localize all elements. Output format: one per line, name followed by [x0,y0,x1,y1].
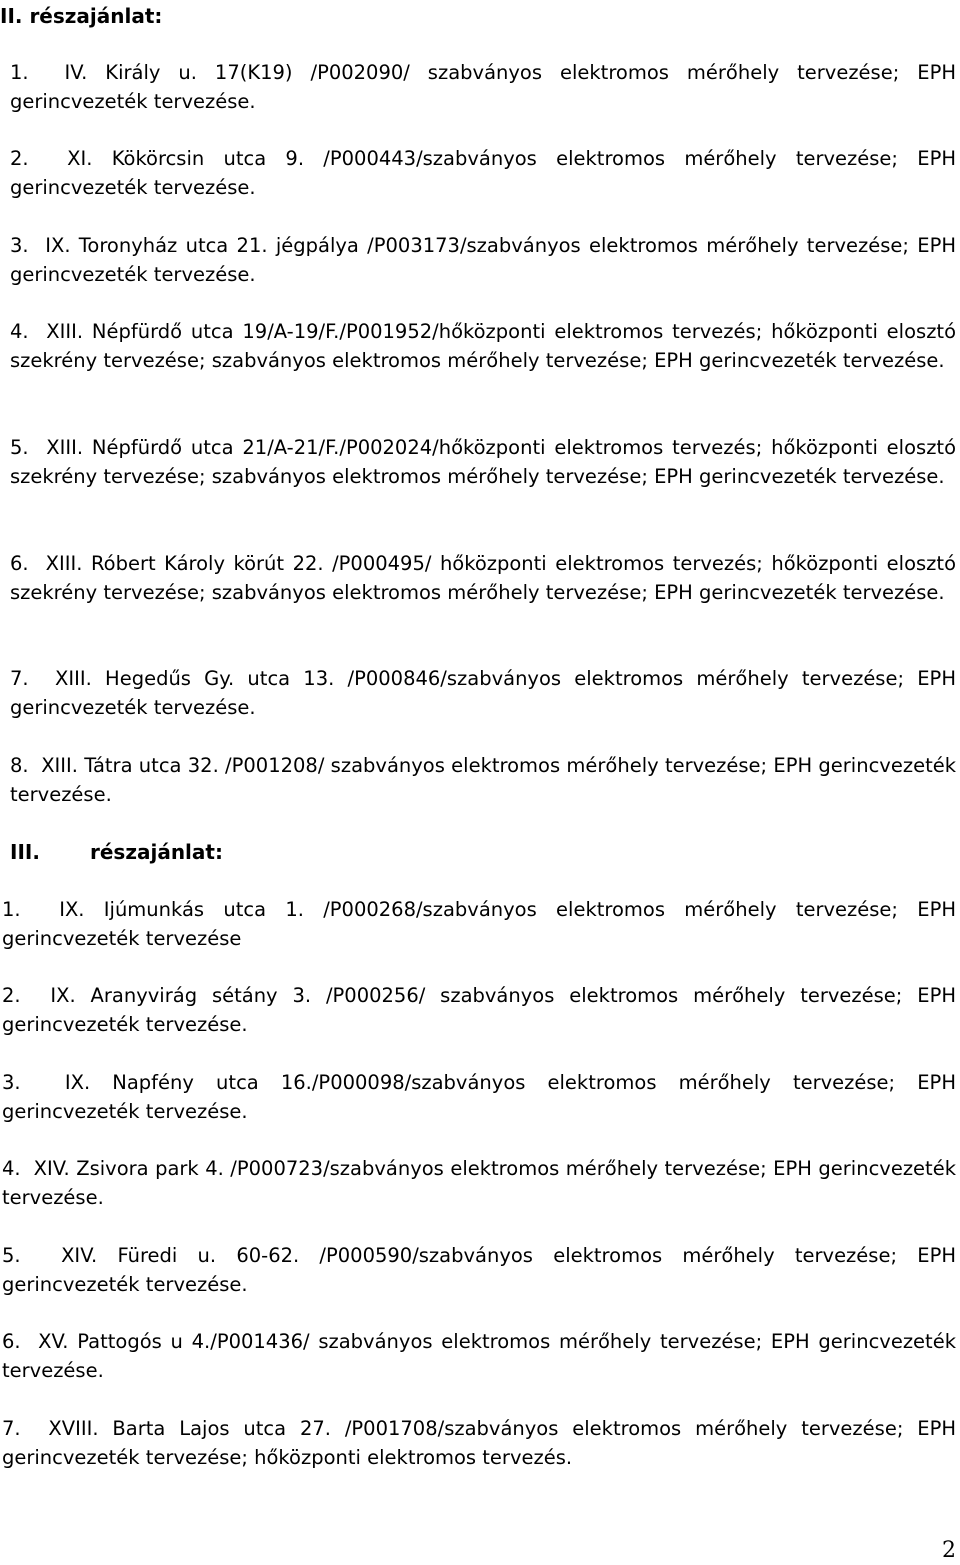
list-item: 6. XV. Pattogós u 4./P001436/ szabványos elektromos mérőhely tervezése; EPH gerincvezeték tervezése. [2,1330,956,1382]
list-item: 5. XIII. Népfürdő utca 21/A-21/F./P002024/hőközponti elektromos tervezés; hőközponti elosztó szekrény tervezése; szabványos elektromos mérőhely tervezése; EPH gerincvezeték tervezése. [10,436,957,488]
list-item: 1. IV. Király u. 17(K19) /P002090/ szabványos elektromos mérőhely tervezése; EPH gerincvezeték tervezése. [10,61,956,113]
list-item: 7. XIII. Hegedűs Gy. utca 13. /P000846/szabványos elektromos mérőhely tervezése; EPH gerincvezeték tervezése. [10,667,956,719]
list-item: 3. IX. Toronyház utca 21. jégpálya /P003173/szabványos elektromos mérőhely tervezése; EPH gerincvezeték tervezése. [10,234,956,286]
list-item: 8. XIII. Tátra utca 32. /P001208/ szabványos elektromos mérőhely tervezése; EPH gerincvezeték tervezése. [10,754,957,806]
page-number: 2 [942,1538,956,1563]
list-item: 3. IX. Napfény utca 16./P000098/szabványos elektromos mérőhely tervezése; EPH gerincvezeték tervezése. [2,1071,956,1123]
list-item: 1. IX. Ijúmunkás utca 1. /P000268/szabványos elektromos mérőhely tervezése; EPH gerincvezeték tervezése [2,898,956,950]
list-item: 2. IX. Aranyvirág sétány 3. /P000256/ szabványos elektromos mérőhely tervezése; EPH gerincvezeték tervezése. [2,984,956,1036]
list-item: 4. XIV. Zsivora park 4. /P000723/szabványos elektromos mérőhely tervezése; EPH gerincvezeték tervezése. [2,1157,956,1209]
list-item: 2. XI. Kökörcsin utca 9. /P000443/szabványos elektromos mérőhely tervezése; EPH gerincvezeték tervezése. [10,147,956,199]
list-item: 6. XIII. Róbert Károly körút 22. /P000495/ hőközponti elektromos tervezés; hőközponti elosztó szekrény tervezése; szabványos elektromos mérőhely tervezése; EPH gerincvezeték tervezése. [10,552,956,604]
list-item: 4. XIII. Népfürdő utca 19/A-19/F./P001952/hőközponti elektromos tervezés; hőközponti elosztó szekrény tervezése; szabványos elektromos mérőhely tervezése; EPH gerincvezeték tervezése. [10,320,957,372]
list-item: 7. XVIII. Barta Lajos utca 27. /P001708/szabványos elektromos mérőhely tervezése; EPH gerincvezeték tervezése; hőközponti elektromos tervezés. [2,1417,957,1469]
list-item: 5. XIV. Füredi u. 60-62. /P000590/szabványos elektromos mérőhely tervezése; EPH gerincvezeték tervezése. [2,1244,956,1296]
section-heading-iii: III. részajánlat: [10,840,223,864]
section-heading-ii: II. részajánlat: [0,4,163,28]
